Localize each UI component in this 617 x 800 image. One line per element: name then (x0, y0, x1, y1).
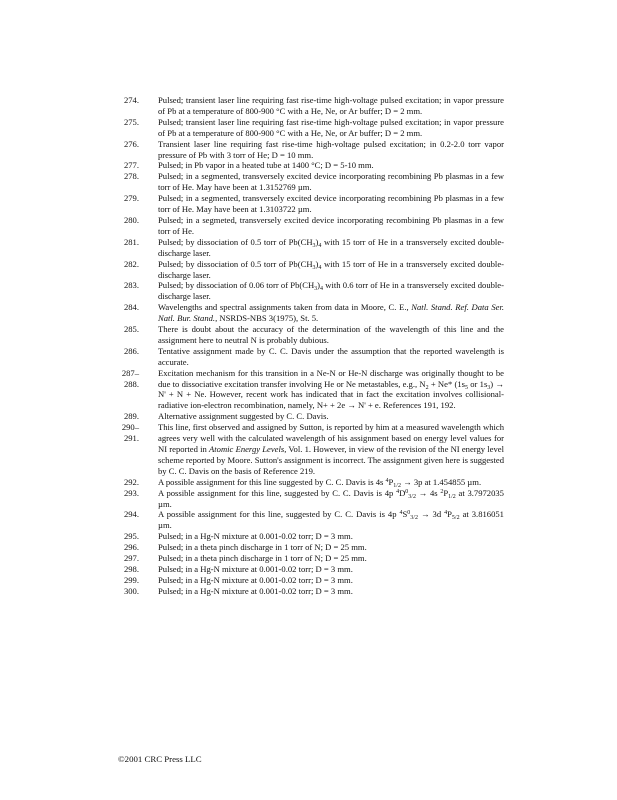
note (118, 95, 504, 117)
note (118, 531, 504, 542)
note-number: 293. (123, 487, 139, 498)
note-number: 277. (123, 160, 139, 171)
note-text: This line, first observed and assigned by Sutton, is reported by him at a measured wavelength which agrees very well with the calculated wavelength of his assignment based on energy level values for NI reported in Atomic Energy Levels, Vol. 1. However, in view of the revision of the NI energy level scheme reported by Moore. Sutton's assignment is incorrect. The assignment given here is suggested by C. C. Davis on the basis of Reference 219. (158, 422, 504, 476)
note (118, 575, 504, 586)
note-text: Wavelengths and spectral assignments taken from data in Moore, C. E., Natl. Stand. Ref. Data Ser. Natl. Bur. Stand., NSRDS-NBS 3(1975), St. 5. (158, 302, 504, 324)
note (118, 139, 504, 161)
note-number: 280. (123, 214, 139, 225)
note (118, 193, 504, 215)
note-text: A possible assignment for this line, suggested by C. C. Davis is 4p $^4S^0_{3/2} \to 3d$ $^4P_{5/2}$ at 3.816051 µm. (158, 509, 504, 531)
note-text: There is doubt about the accuracy of the determination of the wavelength of this line and the assignment here to neutral N is probably dubious. (158, 324, 504, 345)
note-number: 296. (123, 542, 139, 553)
note-text: Pulsed; in a segmented, transversely excited device incorporating recombining Pb plasmas in a few torr of He. May have been at 1.3103722 µm. (158, 193, 504, 215)
note-text: Transient laser line requiring fast rise-time high-voltage pulsed excitation; in 0.2-2.0 torr vapor pressure of Pb with 3 torr of He; D = 10 mm. (158, 138, 504, 160)
note (118, 171, 504, 193)
note-text: Pulsed; in a segmented, transversely excited device incorporating recombining Pb plasmas in a few torr of He. May have been at 1.3152769 µm. (158, 171, 504, 193)
note-number: 286. (123, 345, 139, 356)
note-text: Tentative assignment made by C. C. Davis under the assumption that the reported wavelength is accurate. (158, 345, 504, 367)
note-text: Pulsed; by dissociation of 0.5 torr of $Pb(CH_3)_4$ with 15 torr of He in a transversely excited double-discharge laser. (158, 258, 504, 280)
note-text: Pulsed; by dissociation of 0.5 torr of $Pb(CH_3)_4$ with 15 torr of He in a transversely excited double-discharge laser. (158, 236, 504, 258)
note (118, 564, 504, 575)
footnotes-list (118, 95, 504, 597)
note-text: Alternative assignment suggested by C. C. Davis. (158, 411, 329, 422)
note (118, 422, 504, 477)
note-number: 284. (123, 302, 139, 313)
note-number-end: 291. (123, 433, 139, 444)
note-text: Excitation mechanism for this transition in a Ne-N or He-N discharge was originally thought to be due to dissociative excitation transfer involving He or Ne metastables, e.g., $N_2 + Ne*$ ($1s_5$ or $1s_3) \to N' + N + Ne$. However, recent work has indicated that in fact the excitation involves collisional-radiative ion-electron recombination, namely, N+ + 2e → N' + e. References 191, 192. (158, 367, 504, 411)
note (118, 509, 504, 531)
note-text: Pulsed; in a Hg-N mixture at 0.001-0.02 torr; D = 3 mm. (158, 531, 353, 542)
note-number-end: 288. (123, 378, 139, 389)
note (118, 346, 504, 368)
note-number: 281. (123, 236, 139, 247)
note-number: 275. (123, 116, 139, 127)
note (118, 237, 504, 259)
note (118, 477, 504, 488)
note (118, 488, 504, 510)
note-text: Pulsed; in a Hg-N mixture at 0.001-0.02 torr; D = 3 mm. (158, 585, 353, 596)
note-number: 295. (123, 531, 139, 542)
note (118, 542, 504, 553)
note (118, 324, 504, 346)
note-number: 282. (123, 258, 139, 269)
note-number: 278. (123, 171, 139, 182)
note-text: Pulsed; in a Hg-N mixture at 0.001-0.02 torr; D = 3 mm. (158, 574, 353, 585)
note-text: Pulsed; in Pb vapor in a heated tube at 1400 °C; D = 5-10 mm. (158, 160, 374, 171)
note-text: Pulsed; by dissociation of 0.06 torr of $Pb(CH_3)_4$ with 0.6 torr of He in a transversely excited double-discharge laser. (158, 280, 504, 302)
note-text: A possible assignment for this line, suggested by C. C. Davis is 4p $^4D^0_{3/2} \to 4s$ $^2P_{1/2}$ at 3.7972035 µm. (158, 487, 504, 509)
note-text: Pulsed; transient laser line requiring fast rise-time high-voltage pulsed excitation; in vapor pressure of Pb at a temperature of 800-900 °C with a He, Ne, or Ar buffer; D = 2 mm. (158, 95, 504, 116)
note (118, 586, 504, 597)
note-text: Pulsed; in a theta pinch discharge in 1 torr of N; D = 25 mm. (158, 553, 367, 564)
note-text: Pulsed; in a Hg-N mixture at 0.001-0.02 torr; D = 3 mm. (158, 563, 353, 574)
note-number: 298. (123, 563, 139, 574)
note-text: Pulsed; transient laser line requiring fast rise-time high-voltage pulsed excitation; in vapor pressure of Pb at a temperature of 800-900 °C with a He, Ne, or Ar buffer; D = 2 mm. (158, 116, 504, 138)
note (118, 117, 504, 139)
note-number: 285. (123, 324, 139, 335)
note (118, 259, 504, 281)
note (118, 411, 504, 422)
copyright-footer: ©2001 CRC Press LLC (118, 754, 202, 764)
note-number: 299. (123, 574, 139, 585)
note (118, 302, 504, 324)
note-number: 289. (123, 411, 139, 422)
note-number: 297. (123, 553, 139, 564)
note (118, 368, 504, 412)
note-number: 292. (123, 476, 139, 487)
note (118, 280, 504, 302)
note (118, 553, 504, 564)
note-number: 300. (123, 585, 139, 596)
note-text: Pulsed; in a segmeted, transversely excited device incorporating recombining Pb plasmas in a few torr of He. (158, 214, 504, 236)
note-number: 279. (123, 193, 139, 204)
note-number: 287– (121, 367, 139, 378)
note-number: 294. (123, 509, 139, 520)
note-number: 283. (123, 280, 139, 291)
note-number: 274. (123, 95, 139, 105)
note-text: A possible assignment for this line suggested by C. C. Davis is 4s $^4P_{1/2} \to 3p$ at 1.454855 µm. (158, 476, 482, 489)
note-text: Pulsed; in a theta pinch discharge in 1 torr of N; D = 25 mm. (158, 542, 367, 553)
note-number: 290– (121, 422, 139, 433)
note (118, 160, 504, 171)
note-number: 276. (123, 138, 139, 149)
note (118, 215, 504, 237)
